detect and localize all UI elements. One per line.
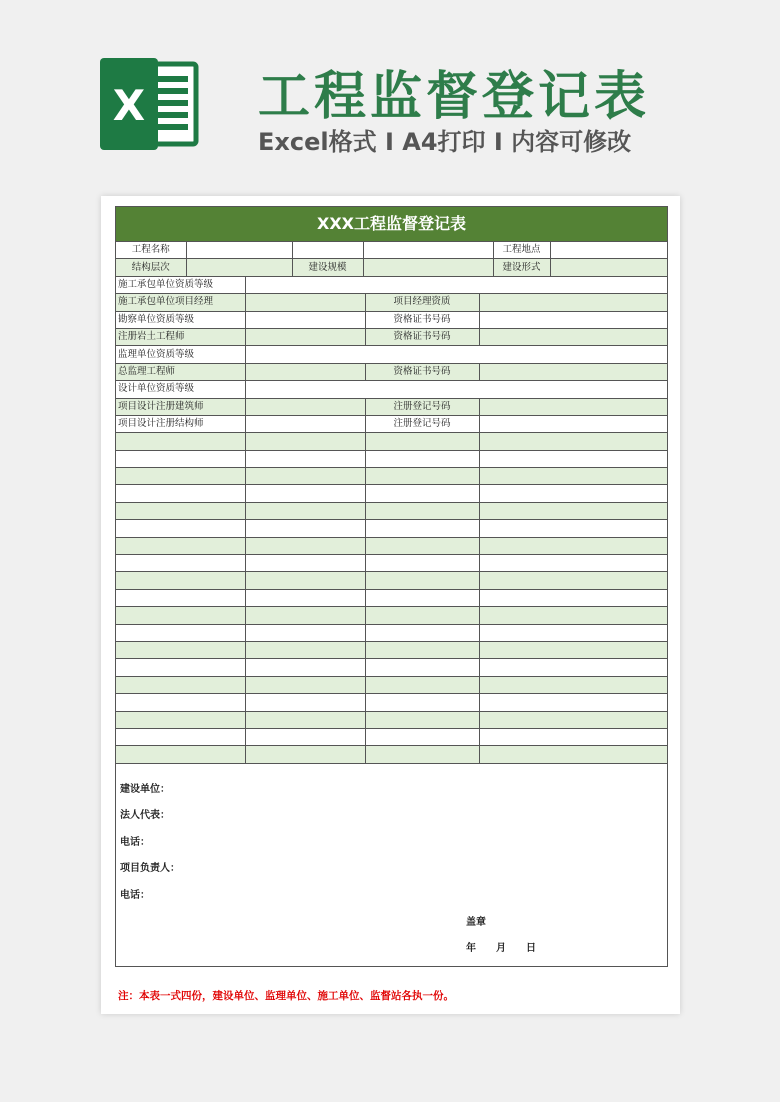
- table-row: [116, 277, 667, 294]
- blank-cell[interactable]: [365, 502, 479, 519]
- label-project-name: 工程名称: [116, 242, 186, 259]
- table-row: [116, 242, 667, 259]
- blank-cell[interactable]: [365, 572, 479, 589]
- table-row: [116, 346, 667, 363]
- blank-cell[interactable]: [245, 624, 365, 641]
- label-supervision-qualification: 监理单位资质等级: [116, 346, 245, 363]
- value-cell[interactable]: [479, 415, 667, 432]
- blank-cell[interactable]: [116, 502, 245, 519]
- blank-cell[interactable]: [116, 485, 245, 502]
- blank-cell[interactable]: [365, 433, 479, 450]
- blank-cell[interactable]: [365, 537, 479, 554]
- blank-cell[interactable]: [245, 641, 365, 658]
- blank-cell[interactable]: [365, 659, 479, 676]
- blank-cell[interactable]: [245, 728, 365, 745]
- blank-cell[interactable]: [116, 728, 245, 745]
- blank-cell[interactable]: [116, 711, 245, 728]
- label-design-qualification: 设计单位资质等级: [116, 381, 245, 398]
- blank-cell[interactable]: [245, 694, 365, 711]
- info-grid-main: [116, 277, 667, 764]
- table-row: [116, 381, 667, 398]
- label-reg-no: 注册登记号码: [365, 415, 479, 432]
- blank-cell[interactable]: [245, 589, 365, 606]
- construction-unit-label: 建设单位：: [120, 783, 170, 795]
- footnote: 注：本表一式四份，建设单位、监理单位、施工单位、监督站各执一份。: [118, 990, 454, 1002]
- blank-row: [116, 746, 667, 763]
- blank-cell[interactable]: [479, 537, 667, 554]
- table-row: [116, 363, 667, 380]
- date-label: 年 月 日: [466, 942, 536, 954]
- value-cell[interactable]: [363, 242, 493, 259]
- value-cell[interactable]: [245, 294, 365, 311]
- blank-cell[interactable]: [245, 433, 365, 450]
- value-cell[interactable]: [550, 242, 667, 259]
- blank-row: [116, 468, 667, 485]
- blank-row: [116, 433, 667, 450]
- blank-cell[interactable]: [245, 746, 365, 763]
- blank-cell[interactable]: [365, 468, 479, 485]
- blank-cell[interactable]: [479, 711, 667, 728]
- blank-row: [116, 450, 667, 467]
- blank-cell[interactable]: [365, 450, 479, 467]
- label-cert-no: 资格证书号码: [365, 311, 479, 328]
- phone-label: 电话：: [120, 836, 150, 848]
- blank-cell[interactable]: [365, 676, 479, 693]
- blank-row: [116, 728, 667, 745]
- blank-cell[interactable]: [479, 624, 667, 641]
- blank-cell[interactable]: [245, 485, 365, 502]
- value-cell[interactable]: [479, 328, 667, 345]
- table-row: [116, 311, 667, 328]
- blank-cell[interactable]: [479, 694, 667, 711]
- blank-cell[interactable]: [245, 555, 365, 572]
- blank-row: [116, 502, 667, 519]
- excel-icon: [100, 58, 200, 150]
- blank-cell[interactable]: [116, 555, 245, 572]
- value-cell[interactable]: [186, 242, 292, 259]
- blank-row: [116, 694, 667, 711]
- blank-cell[interactable]: [245, 520, 365, 537]
- blank-cell[interactable]: [116, 468, 245, 485]
- table-row: [116, 294, 667, 311]
- blank-row: [116, 555, 667, 572]
- value-cell[interactable]: [363, 259, 493, 276]
- label-construction-scale: 建设规模: [292, 259, 363, 276]
- blank-cell[interactable]: [116, 520, 245, 537]
- form-title: XXX工程监督登记表: [116, 207, 667, 242]
- value-cell[interactable]: [479, 363, 667, 380]
- blank-cell[interactable]: [116, 589, 245, 606]
- blank-cell[interactable]: [365, 485, 479, 502]
- blank-cell[interactable]: [365, 607, 479, 624]
- blank-cell[interactable]: [479, 468, 667, 485]
- blank-row: [116, 537, 667, 554]
- blank-cell[interactable]: [479, 433, 667, 450]
- label-survey-qualification: 勘察单位资质等级: [116, 311, 245, 328]
- blank-cell[interactable]: [479, 676, 667, 693]
- label-geotech-engineer: 注册岩土工程师: [116, 328, 245, 345]
- blank-cell[interactable]: [245, 607, 365, 624]
- blank-cell[interactable]: [116, 537, 245, 554]
- blank-cell[interactable]: [116, 624, 245, 641]
- label-contractor-pm: 施工承包单位项目经理: [116, 294, 245, 311]
- blank-cell[interactable]: [479, 607, 667, 624]
- blank-cell[interactable]: [116, 433, 245, 450]
- blank-cell[interactable]: [365, 728, 479, 745]
- blank-cell[interactable]: [365, 641, 479, 658]
- blank-cell[interactable]: [116, 572, 245, 589]
- blank-cell[interactable]: [365, 746, 479, 763]
- blank-cell[interactable]: [479, 641, 667, 658]
- blank-cell[interactable]: [116, 607, 245, 624]
- value-cell[interactable]: [245, 415, 365, 432]
- blank-cell[interactable]: [479, 589, 667, 606]
- blank-rows: [116, 433, 667, 763]
- value-cell[interactable]: [245, 398, 365, 415]
- seal-label: 盖章: [466, 916, 486, 928]
- info-grid-top: [116, 242, 667, 277]
- blank-row: [116, 572, 667, 589]
- label-cert-no: 资格证书号码: [365, 328, 479, 345]
- blank-cell[interactable]: [365, 694, 479, 711]
- blank-cell[interactable]: [245, 468, 365, 485]
- blank-cell[interactable]: [245, 676, 365, 693]
- label-structural-engineer: 项目设计注册结构师: [116, 415, 245, 432]
- blank-cell[interactable]: [479, 659, 667, 676]
- label-structure-floors: 结构层次: [116, 259, 186, 276]
- blank-cell[interactable]: [365, 711, 479, 728]
- value-cell[interactable]: [292, 242, 363, 259]
- value-cell[interactable]: [479, 294, 667, 311]
- blank-row: [116, 624, 667, 641]
- blank-cell[interactable]: [245, 450, 365, 467]
- table-row: [116, 259, 667, 276]
- blank-cell[interactable]: [116, 676, 245, 693]
- blank-row: [116, 607, 667, 624]
- label-reg-no: 注册登记号码: [365, 398, 479, 415]
- blank-row: [116, 676, 667, 693]
- table-row: [116, 415, 667, 432]
- blank-row: [116, 659, 667, 676]
- label-contractor-qualification: 施工承包单位资质等级: [116, 277, 245, 294]
- blank-cell[interactable]: [365, 624, 479, 641]
- blank-row: [116, 641, 667, 658]
- table-row: [116, 398, 667, 415]
- blank-cell[interactable]: [479, 502, 667, 519]
- blank-cell[interactable]: [245, 659, 365, 676]
- blank-cell[interactable]: [365, 520, 479, 537]
- blank-cell[interactable]: [116, 659, 245, 676]
- value-cell[interactable]: [479, 398, 667, 415]
- label-project-location: 工程地点: [493, 242, 550, 259]
- label-chief-engineer: 总监理工程师: [116, 363, 245, 380]
- value-cell[interactable]: [245, 363, 365, 380]
- blank-cell[interactable]: [479, 520, 667, 537]
- phone-label: 电话：: [120, 889, 150, 901]
- blank-row: [116, 589, 667, 606]
- blank-cell[interactable]: [116, 746, 245, 763]
- blank-cell[interactable]: [116, 450, 245, 467]
- project-lead-label: 项目负责人：: [120, 862, 180, 874]
- blank-cell[interactable]: [479, 485, 667, 502]
- blank-row: [116, 711, 667, 728]
- blank-row: [116, 520, 667, 537]
- paper-sheet: [101, 196, 680, 1014]
- banner-subtitle: Excel格式 I A4打印 I 内容可修改: [258, 128, 632, 156]
- blank-cell[interactable]: [245, 537, 365, 554]
- blank-cell[interactable]: [479, 728, 667, 745]
- blank-cell[interactable]: [365, 555, 479, 572]
- legal-rep-label: 法人代表：: [120, 809, 170, 821]
- value-cell[interactable]: [479, 311, 667, 328]
- blank-cell[interactable]: [365, 589, 479, 606]
- label-pm-qualification: 项目经理资质: [365, 294, 479, 311]
- blank-cell[interactable]: [116, 641, 245, 658]
- value-cell[interactable]: [245, 311, 365, 328]
- value-cell[interactable]: [245, 346, 667, 363]
- value-cell[interactable]: [245, 277, 667, 294]
- table-row: [116, 328, 667, 345]
- blank-cell[interactable]: [479, 450, 667, 467]
- label-cert-no: 资格证书号码: [365, 363, 479, 380]
- blank-cell[interactable]: [245, 572, 365, 589]
- banner-title: 工程监督登记表: [258, 67, 651, 127]
- blank-cell[interactable]: [479, 555, 667, 572]
- label-registered-architect: 项目设计注册建筑师: [116, 398, 245, 415]
- svg-text:X: X: [112, 81, 146, 130]
- value-cell[interactable]: [245, 381, 667, 398]
- blank-cell[interactable]: [479, 572, 667, 589]
- value-cell[interactable]: [186, 259, 292, 276]
- blank-cell[interactable]: [245, 711, 365, 728]
- blank-cell[interactable]: [479, 746, 667, 763]
- value-cell[interactable]: [245, 328, 365, 345]
- value-cell[interactable]: [550, 259, 667, 276]
- registration-form: [115, 206, 668, 967]
- signature-area: [116, 764, 667, 969]
- blank-cell[interactable]: [245, 502, 365, 519]
- blank-cell[interactable]: [116, 694, 245, 711]
- blank-row: [116, 485, 667, 502]
- label-construction-form: 建设形式: [493, 259, 550, 276]
